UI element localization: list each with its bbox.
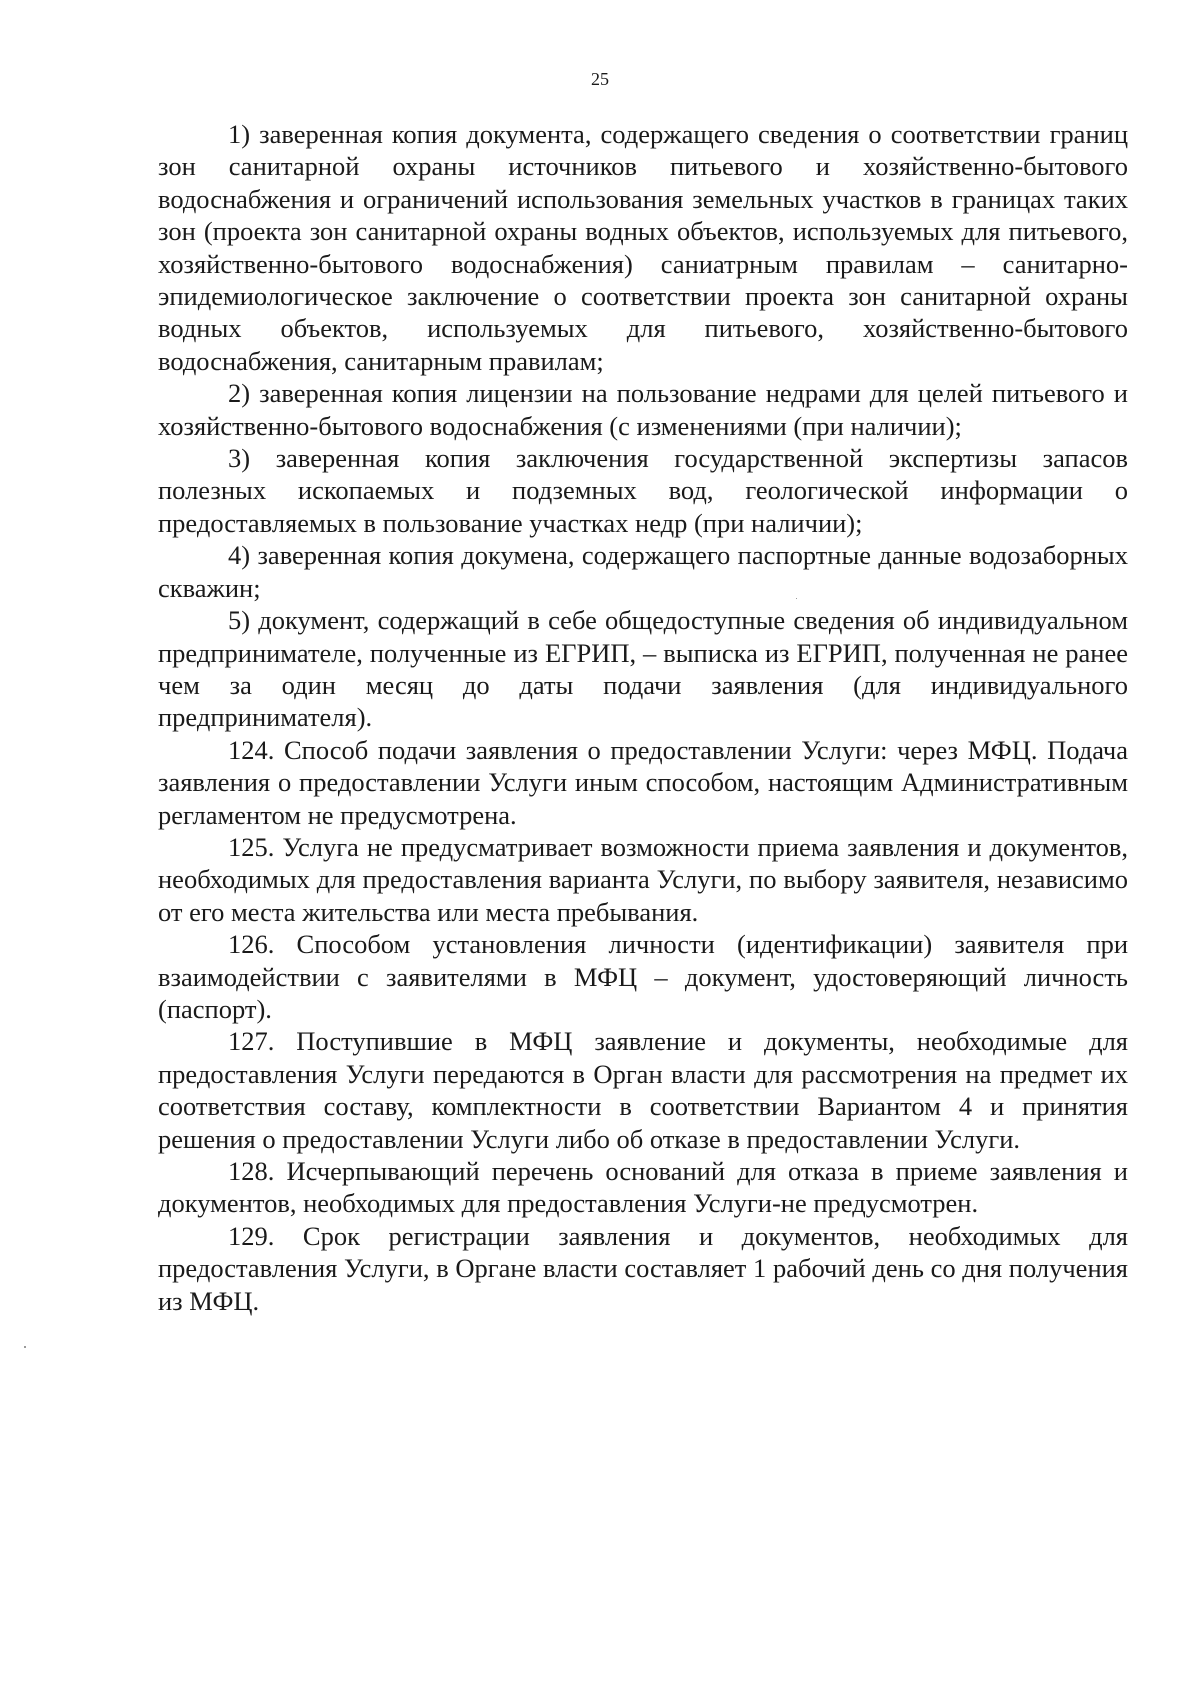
paragraph-item-5-egrip-extract: 5) документ, содержащий в себе общедоступные сведения об индивидуальном предпринимателе, полученные из ЕГРИП, – выписка из ЕГРИП, полученная не ранее чем за один месяц до даты подачи заявления (для индивидуального предпринимателя). [158, 605, 1128, 733]
paragraph-128: 128. Исчерпывающий перечень оснований для отказа в приеме заявления и документов, необходимых для предоставления Услуги-не предусмотрен. [158, 1156, 1128, 1219]
paragraph-item-1-certified-copy-sanitary-zones: 1) заверенная копия документа, содержащего сведения о соответствии границ зон санитарной охраны источников питьевого и хозяйственно-бытового водоснабжения и ограничений использования земельных участков в границах таких зон (проекта зон санитарной охраны водных объектов, используемых для питьевого, хозяйственно-бытового водоснабжения) саниатрным правилам – санитарно-эпидемиологическое заключение о соответствии проекта зон санитарной охраны водных объектов, используемых для питьевого, хозяйственно-бытового водоснабжения, санитарным правилам; [158, 119, 1128, 376]
scan-artifact [796, 598, 797, 599]
paragraph-129: 129. Срок регистрации заявления и документов, необходимых для предоставления Услуги, в Органе власти составляет 1 рабочий день со дня получения из МФЦ. [158, 1220, 1128, 1316]
page-number: 25 [591, 69, 609, 89]
paragraph-126: 126. Способом установления личности (идентификации) заявителя при взаимодействии с заявителями в МФЦ – документ, удостоверяющий личность (паспорт). [158, 929, 1128, 1024]
paragraph-125: 125. Услуга не предусматривает возможности приема заявления и документов, необходимых для предоставления варианта Услуги, по выбору заявителя, независимо от его места жительства или места пребывания. [158, 831, 1128, 927]
paragraph-item-3-state-expertise: 3) заверенная копия заключения государственной экспертизы запасов полезных ископаемых и подземных вод, геологической информации о предоставляемых в пользование участках недр (при наличии); [158, 443, 1128, 538]
paragraph-item-4-well-passport: 4) заверенная копия докумена, содержащего паспортные данные водозаборных скважин; [158, 540, 1128, 603]
document-body [158, 118, 1128, 1317]
paragraph-127: 127. Поступившие в МФЦ заявление и документы, необходимые для предоставления Услуги передаются в Орган власти для рассмотрения на предмет их соответствия составу, комплектности в соответствии Вариантом 4 и принятия решения о предоставлении Услуги либо об отказе в предоставлении Услуги. [158, 1026, 1128, 1154]
paragraph-item-2-subsoil-license: 2) заверенная копия лицензии на пользование недрами для целей питьевого и хозяйственно-бытового водоснабжения (с изменениями (при наличии); [158, 378, 1128, 441]
paragraph-124: 124. Способ подачи заявления о предоставлении Услуги: через МФЦ. Подача заявления о предоставлении Услуги иным способом, настоящим Административным регламентом не предусмотрена. [158, 734, 1128, 830]
scan-artifact [24, 1346, 26, 1348]
